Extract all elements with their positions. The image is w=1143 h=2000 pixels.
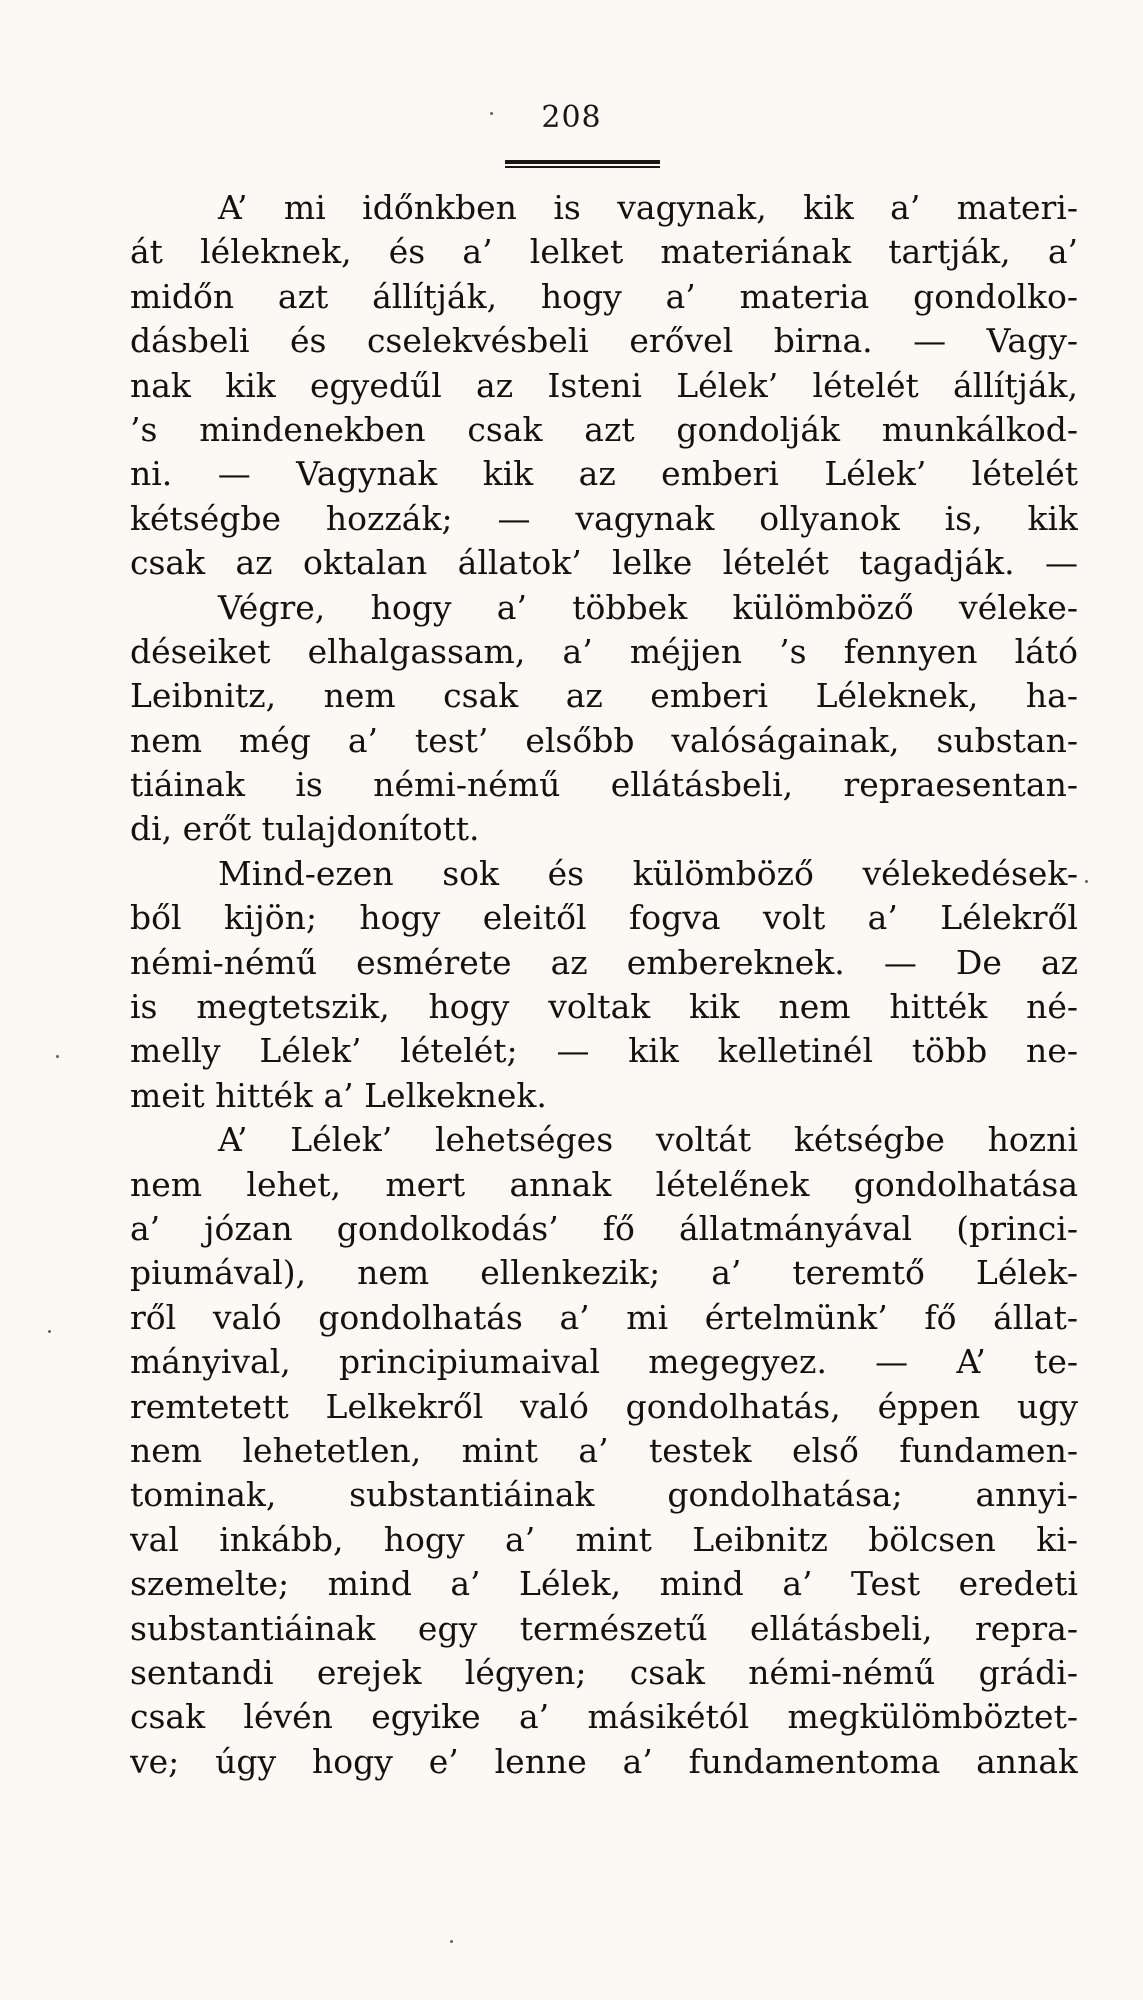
text-line: át léleknek, és a’ lelket materiának tartják, a’ — [130, 232, 1078, 272]
paper-speck — [1085, 880, 1088, 883]
text-line: nem még a’ test’ elsőbb valóságainak, substan- — [130, 720, 1078, 760]
text-line: substantiáinak egy természetű ellátásbeli, repra- — [130, 1608, 1078, 1648]
text-line: meit hitték a’ Lelkeknek. — [130, 1075, 547, 1115]
paper-speck — [56, 1055, 59, 1058]
text-line: Mind-ezen sok és külömböző vélekedések- — [218, 853, 1078, 893]
text-line: ve; úgy hogy e’ lenne a’ fundamentoma annak — [130, 1741, 1078, 1781]
text-line: melly Lélek’ lételét; — kik kelletinél több ne- — [130, 1031, 1078, 1071]
text-line: a’ józan gondolkodás’ fő állatmányával (princi- — [130, 1208, 1078, 1248]
text-line: Végre, hogy a’ többek külömböző véleke- — [218, 587, 1078, 627]
text-line: némi-némű esmérete az embereknek. — De az — [130, 942, 1078, 982]
text-line: ’s mindenekben csak azt gondolják munkálkod- — [130, 409, 1078, 449]
text-line: csak lévén egyike a’ másikétól megkülömböztet- — [130, 1697, 1078, 1737]
text-line: szemelte; mind a’ Lélek, mind a’ Test eredeti — [130, 1564, 1078, 1604]
text-line: déseiket elhalgassam, a’ méjjen ’s fennyen látó — [130, 631, 1078, 671]
text-line: ből kijön; hogy eleitől fogva volt a’ Lélekről — [130, 898, 1078, 938]
text-line: kétségbe hozzák; — vagynak ollyanok is, kik — [130, 498, 1078, 538]
text-line: Leibnitz, nem csak az emberi Léleknek, ha- — [130, 676, 1078, 716]
text-line: di, erőt tulajdonított. — [130, 809, 480, 849]
text-line: nem lehetetlen, mint a’ testek első fundamen- — [130, 1430, 1078, 1470]
paper-speck — [48, 1330, 51, 1333]
text-line: dásbeli és cselekvésbeli erővel birna. — Vagy- — [130, 321, 1078, 361]
text-line: midőn azt állítják, hogy a’ materia gondolko- — [130, 276, 1078, 316]
text-line: tiáinak is némi-némű ellátásbeli, repraesentan- — [130, 765, 1078, 805]
text-line: remtetett Lelkekről való gondolhatás, éppen ugy — [130, 1386, 1078, 1426]
body-text — [130, 186, 1078, 1784]
text-line: piumával), nem ellenkezik; a’ teremtő Lélek- — [130, 1253, 1078, 1293]
paper-speck — [490, 112, 493, 115]
text-line: sentandi erejek légyen; csak némi-némű grádi- — [130, 1652, 1078, 1692]
paper-speck — [450, 1940, 453, 1943]
text-line: csak az oktalan állatok’ lelke lételét tagadják. — — [130, 543, 1078, 583]
text-line: is megtetszik, hogy voltak kik nem hitték né- — [130, 987, 1078, 1027]
text-line: mányival, principiumaival megegyez. — A’ te- — [130, 1342, 1078, 1382]
page-number: 208 — [541, 100, 602, 135]
text-line: A’ Lélek’ lehetséges voltát kétségbe hozni — [218, 1120, 1078, 1160]
text-line: nak kik egyedűl az Isteni Lélek’ lételét állítják, — [130, 365, 1078, 405]
text-line: ről való gondolhatás a’ mi értelmünk’ fő állat- — [130, 1297, 1078, 1337]
text-line: nem lehet, mert annak létele̋nek gondolhatása — [130, 1164, 1078, 1204]
text-line: tominak, substantiáinak gondolhatása; annyi- — [130, 1475, 1078, 1515]
header-rule — [505, 160, 660, 168]
text-line: A’ mi időnkben is vagynak, kik a’ materi- — [218, 188, 1078, 227]
text-line: ni. — Vagynak kik az emberi Lélek’ lételét — [130, 454, 1078, 494]
text-line: val inkább, hogy a’ mint Leibnitz bölcsen ki- — [130, 1519, 1078, 1559]
